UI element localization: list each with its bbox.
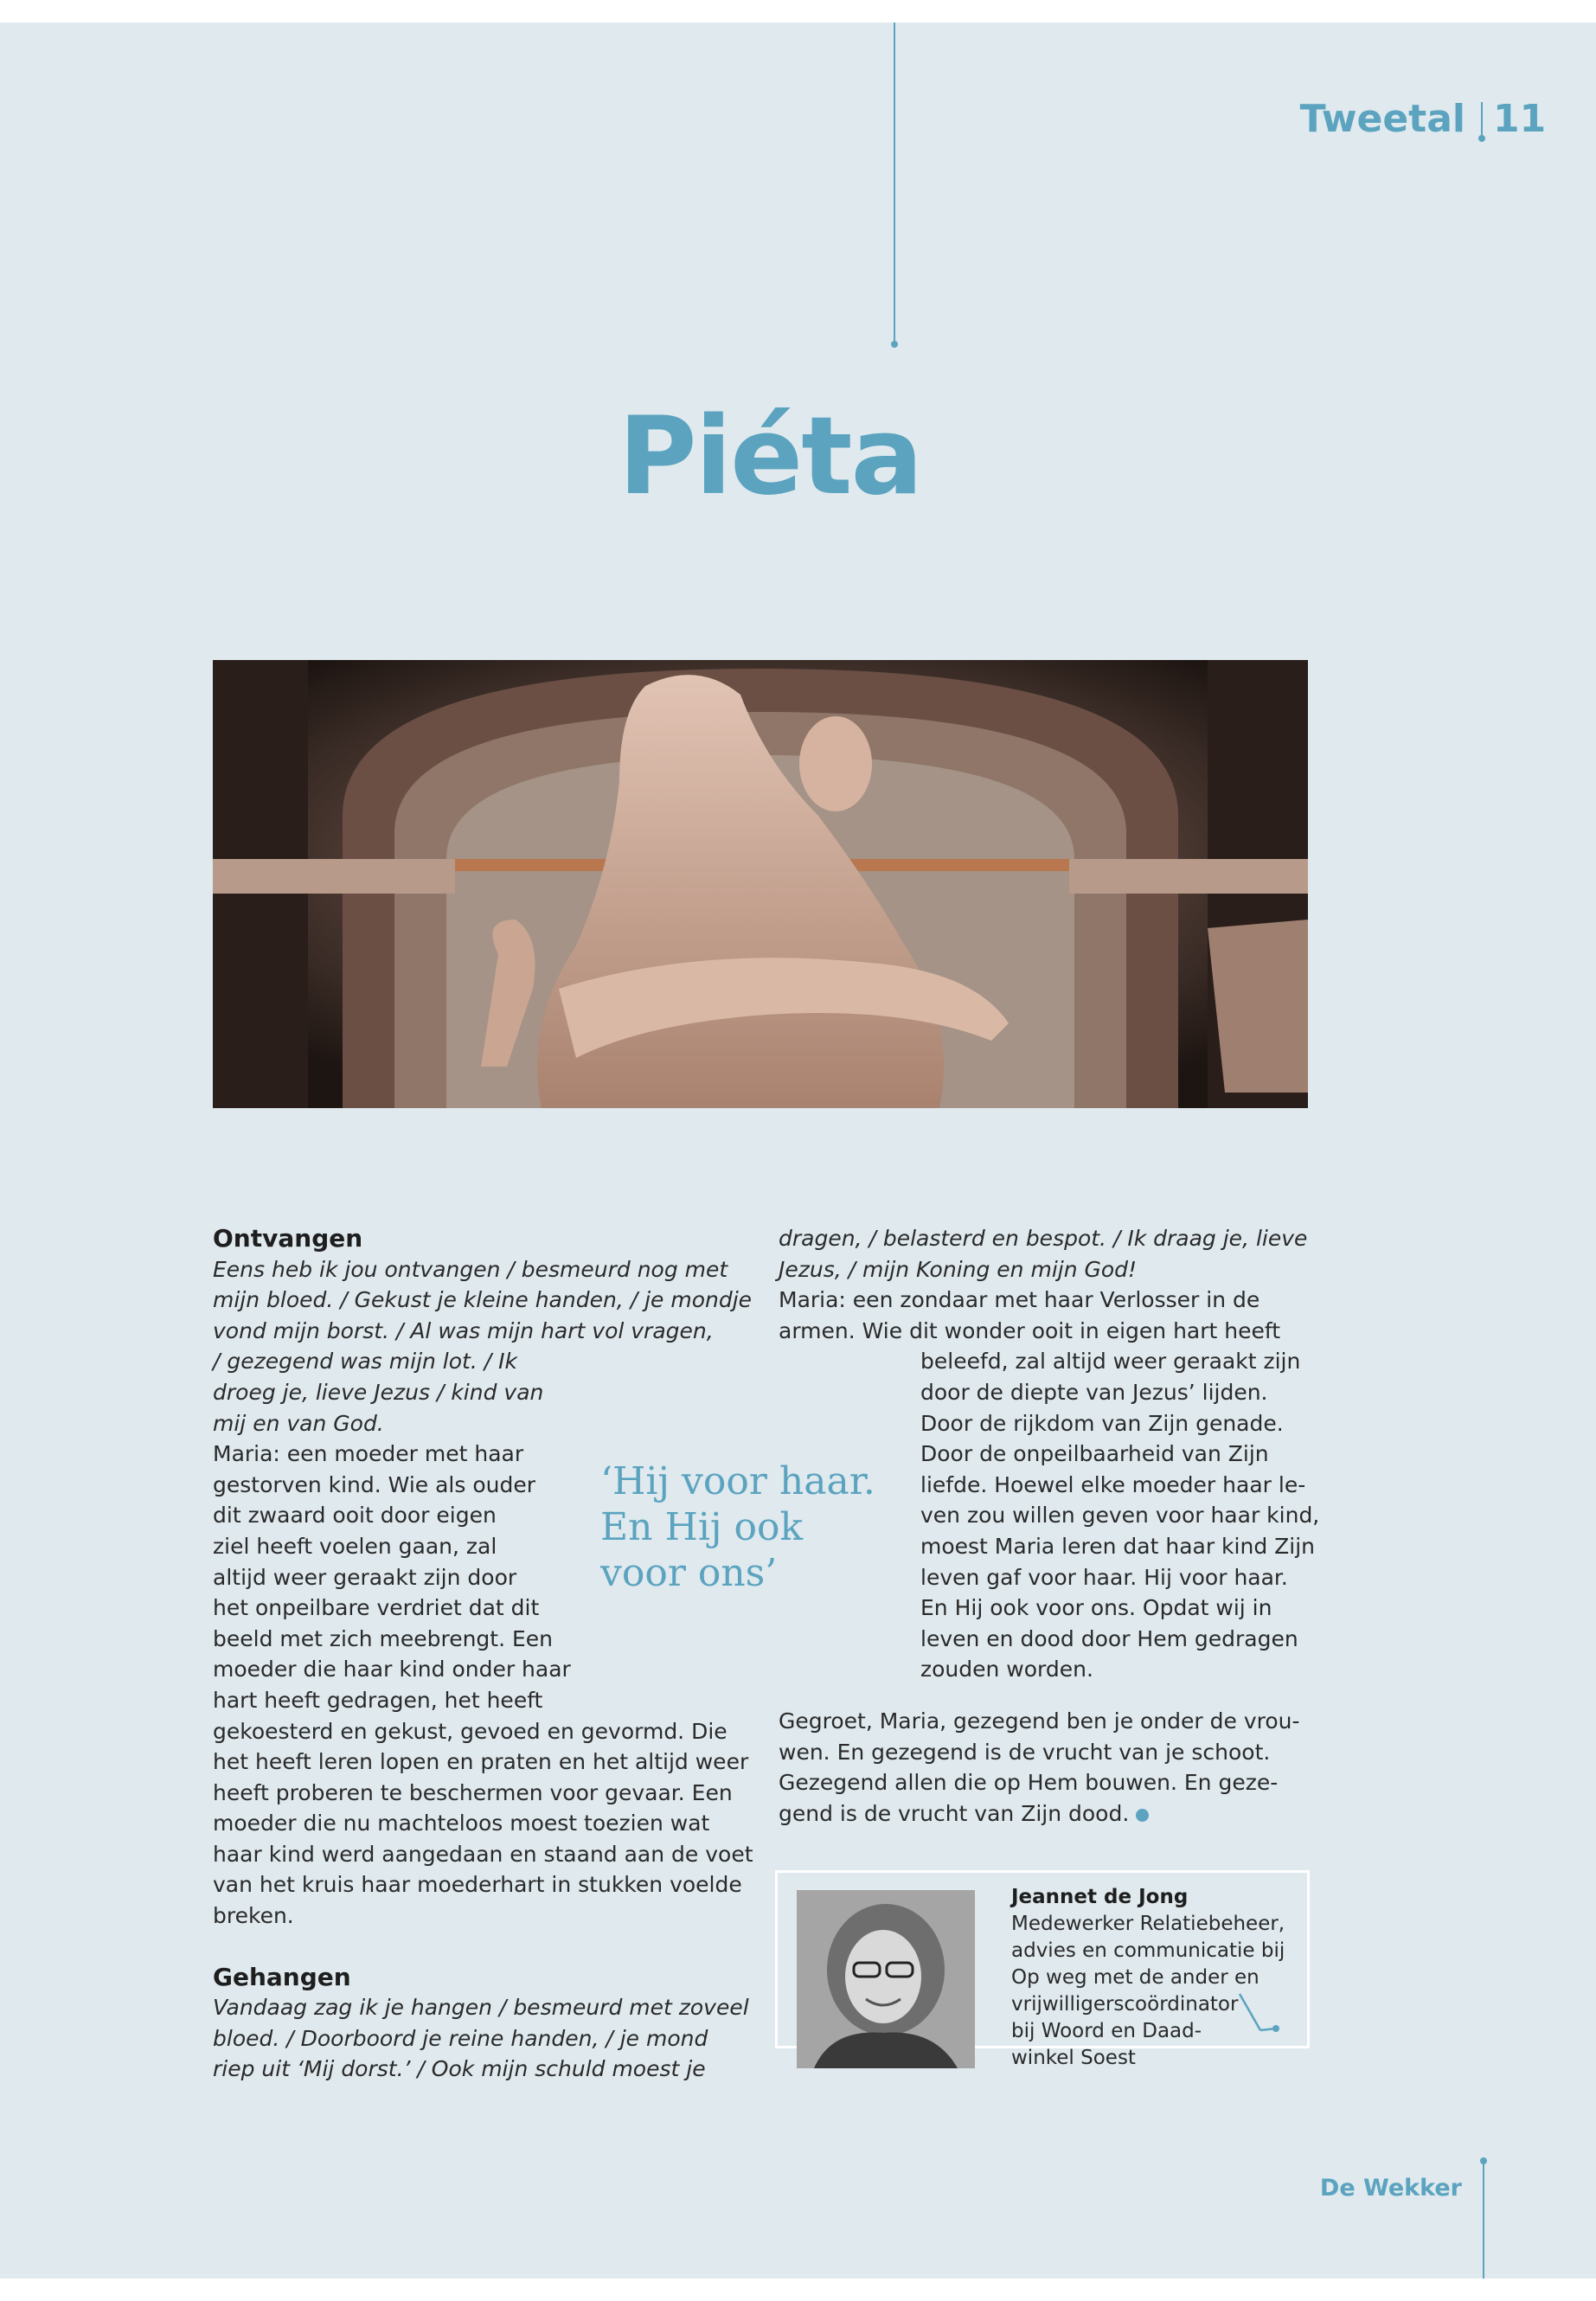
footer-publication-label: De Wekker [1319, 2175, 1462, 2202]
text-line: het heeft leren lopen en praten en het altijd weer [213, 1749, 749, 1775]
poem-line: Vandaag zag ik je hangen / besmeurd met zoveel [213, 1995, 749, 2021]
left-column [213, 1223, 766, 2085]
text-line: haar kind werd aangedaan en staand aan de voet [213, 1841, 753, 1867]
paragraph-maria-sinner [779, 1285, 1315, 1346]
text-line: En Hij ook voor ons. Opdat wij in [920, 1595, 1272, 1621]
text-line: Gegroet, Maria, gezegend ben je onder de vrou- [779, 1708, 1300, 1734]
text-line: hart heeft gedragen, het heeft [213, 1687, 543, 1713]
poem-line: Jezus, / mijn Koning en mijn God! [779, 1256, 1138, 1282]
text-line: moeder die nu machteloos moest toezien wat [213, 1811, 710, 1836]
text-line: Door de onpeilbaarheid van Zijn [920, 1441, 1269, 1467]
magazine-page [0, 22, 1596, 2279]
author-portrait [797, 1890, 975, 2068]
poem-ontvangen [213, 1254, 766, 1439]
poem-gehangen [213, 1992, 766, 2085]
text-line: Gezegend allen die op Hem bouwen. En geze- [779, 1770, 1279, 1796]
text-line: Maria: een moeder met haar [213, 1441, 524, 1467]
text-line: heeft proberen te beschermen voor gevaar. Een [213, 1779, 733, 1805]
text-line: beeld met zich meebrengt. Een [213, 1625, 554, 1651]
text-line: van het kruis haar moederhart in stukken voelde [213, 1872, 742, 1898]
heading-ontvangen: Ontvangen [213, 1224, 363, 1253]
paragraph-indented [779, 1346, 1320, 1685]
text-line: leven en dood door Hem gedragen [920, 1625, 1298, 1651]
text-line: armen. Wie dit wonder ooit in eigen hart heeft [779, 1317, 1281, 1343]
text-line: ziel heeft voelen gaan, zal [213, 1533, 497, 1559]
text-line-last [779, 1798, 1315, 1830]
pieta-statue-photo [213, 660, 1308, 1108]
text-line: zouden worden. [920, 1657, 1093, 1682]
text-line: altijd weer geraakt zijn door [213, 1564, 517, 1590]
text-line: wen. En gezegend is de vrucht van je schoot. [779, 1739, 1271, 1765]
author-role-line: vrijwilligerscoördinator [1011, 1993, 1239, 2016]
top-decorative-line [894, 22, 895, 344]
footer-decorative-line [1483, 2161, 1484, 2279]
author-info [1011, 1883, 1285, 2072]
author-box [775, 1870, 1310, 2069]
text-line: beleefd, zal altijd weer geraakt zijn [920, 1349, 1301, 1375]
poem-line: / gezegend was mijn lot. / Ik [213, 1349, 517, 1375]
section-label: Tweetal [1299, 97, 1465, 141]
poem-line: mij en van God. [213, 1410, 384, 1436]
author-role-line: advies en communicatie bij [1011, 1939, 1285, 1962]
top-decorative-dot [891, 341, 898, 348]
paragraph-gegroet [779, 1706, 1315, 1829]
text-line: ven zou willen geven voor haar kind, [920, 1503, 1320, 1529]
poem-line: bloed. / Doorboord je reine handen, / je mond [213, 2025, 708, 2051]
text-line: moeder die haar kind onder haar [213, 1657, 571, 1682]
poem-gehangen-continued [779, 1223, 1315, 1285]
poem-line: Eens heb ik jou ontvangen / besmeurd nog met [213, 1256, 728, 1282]
text-line: gekoesterd en gekust, gevoed en gevormd. Die [213, 1718, 727, 1744]
author-role-line: Op weg met de ander en [1011, 1966, 1259, 1989]
poem-line: droeg je, lieve Jezus / kind van [213, 1379, 544, 1405]
text-line: door de diepte van Jezus’ lijden. [920, 1379, 1268, 1405]
pull-quote-line: ‘Hij voor haar. [600, 1459, 875, 1503]
pull-quote-line: En Hij ook [600, 1505, 804, 1549]
right-column [779, 1223, 1320, 1829]
text-line: liefde. Hoewel elke moeder haar le- [920, 1471, 1306, 1497]
poem-line: mijn bloed. / Gekust je kleine handen, / je mondje [213, 1287, 753, 1313]
text-line: Maria: een zondaar met haar Verlosser in de [779, 1287, 1260, 1313]
page-number: 11 [1493, 97, 1547, 141]
author-role-line: winkel Soest [1011, 2047, 1136, 2069]
header-separator-dot [1478, 135, 1485, 142]
spacer [779, 1685, 1315, 1706]
poem-line: riep uit ‘Mij dorst.’ / Ook mijn schuld moest je [213, 2056, 706, 2082]
text-line: het onpeilbare verdriet dat dit [213, 1595, 540, 1621]
poem-line: vond mijn borst. / Al was mijn hart vol vragen, [213, 1317, 714, 1343]
text-line: moest Maria leren dat haar kind Zijn [920, 1533, 1316, 1559]
article-title: Piéta [618, 394, 922, 519]
end-mark-dot [1136, 1809, 1149, 1822]
heading-gehangen: Gehangen [213, 1962, 351, 1991]
decorative-pointer-icon [1236, 1990, 1279, 2042]
text-line-content: gend is de vrucht van Zijn dood. [779, 1800, 1130, 1826]
header-separator [1481, 102, 1483, 138]
poem-line: dragen, / belasterd en bespot. / Ik draag je, lieve [779, 1226, 1308, 1251]
author-role-line: bij Woord en Daad- [1011, 2020, 1202, 2042]
text-line: breken. [213, 1903, 294, 1929]
author-name: Jeannet de Jong [1011, 1886, 1189, 1908]
text-line: Door de rijkdom van Zijn genade. [920, 1410, 1284, 1436]
text-line: leven gaf voor haar. Hij voor haar. [920, 1564, 1288, 1590]
author-role-line: Medewerker Relatiebeheer, [1011, 1913, 1285, 1935]
text-line: dit zwaard ooit door eigen [213, 1503, 497, 1529]
pull-quote-line: voor ons’ [600, 1551, 778, 1595]
spacer [213, 1932, 766, 1962]
text-line: gestorven kind. Wie als ouder [213, 1471, 535, 1497]
